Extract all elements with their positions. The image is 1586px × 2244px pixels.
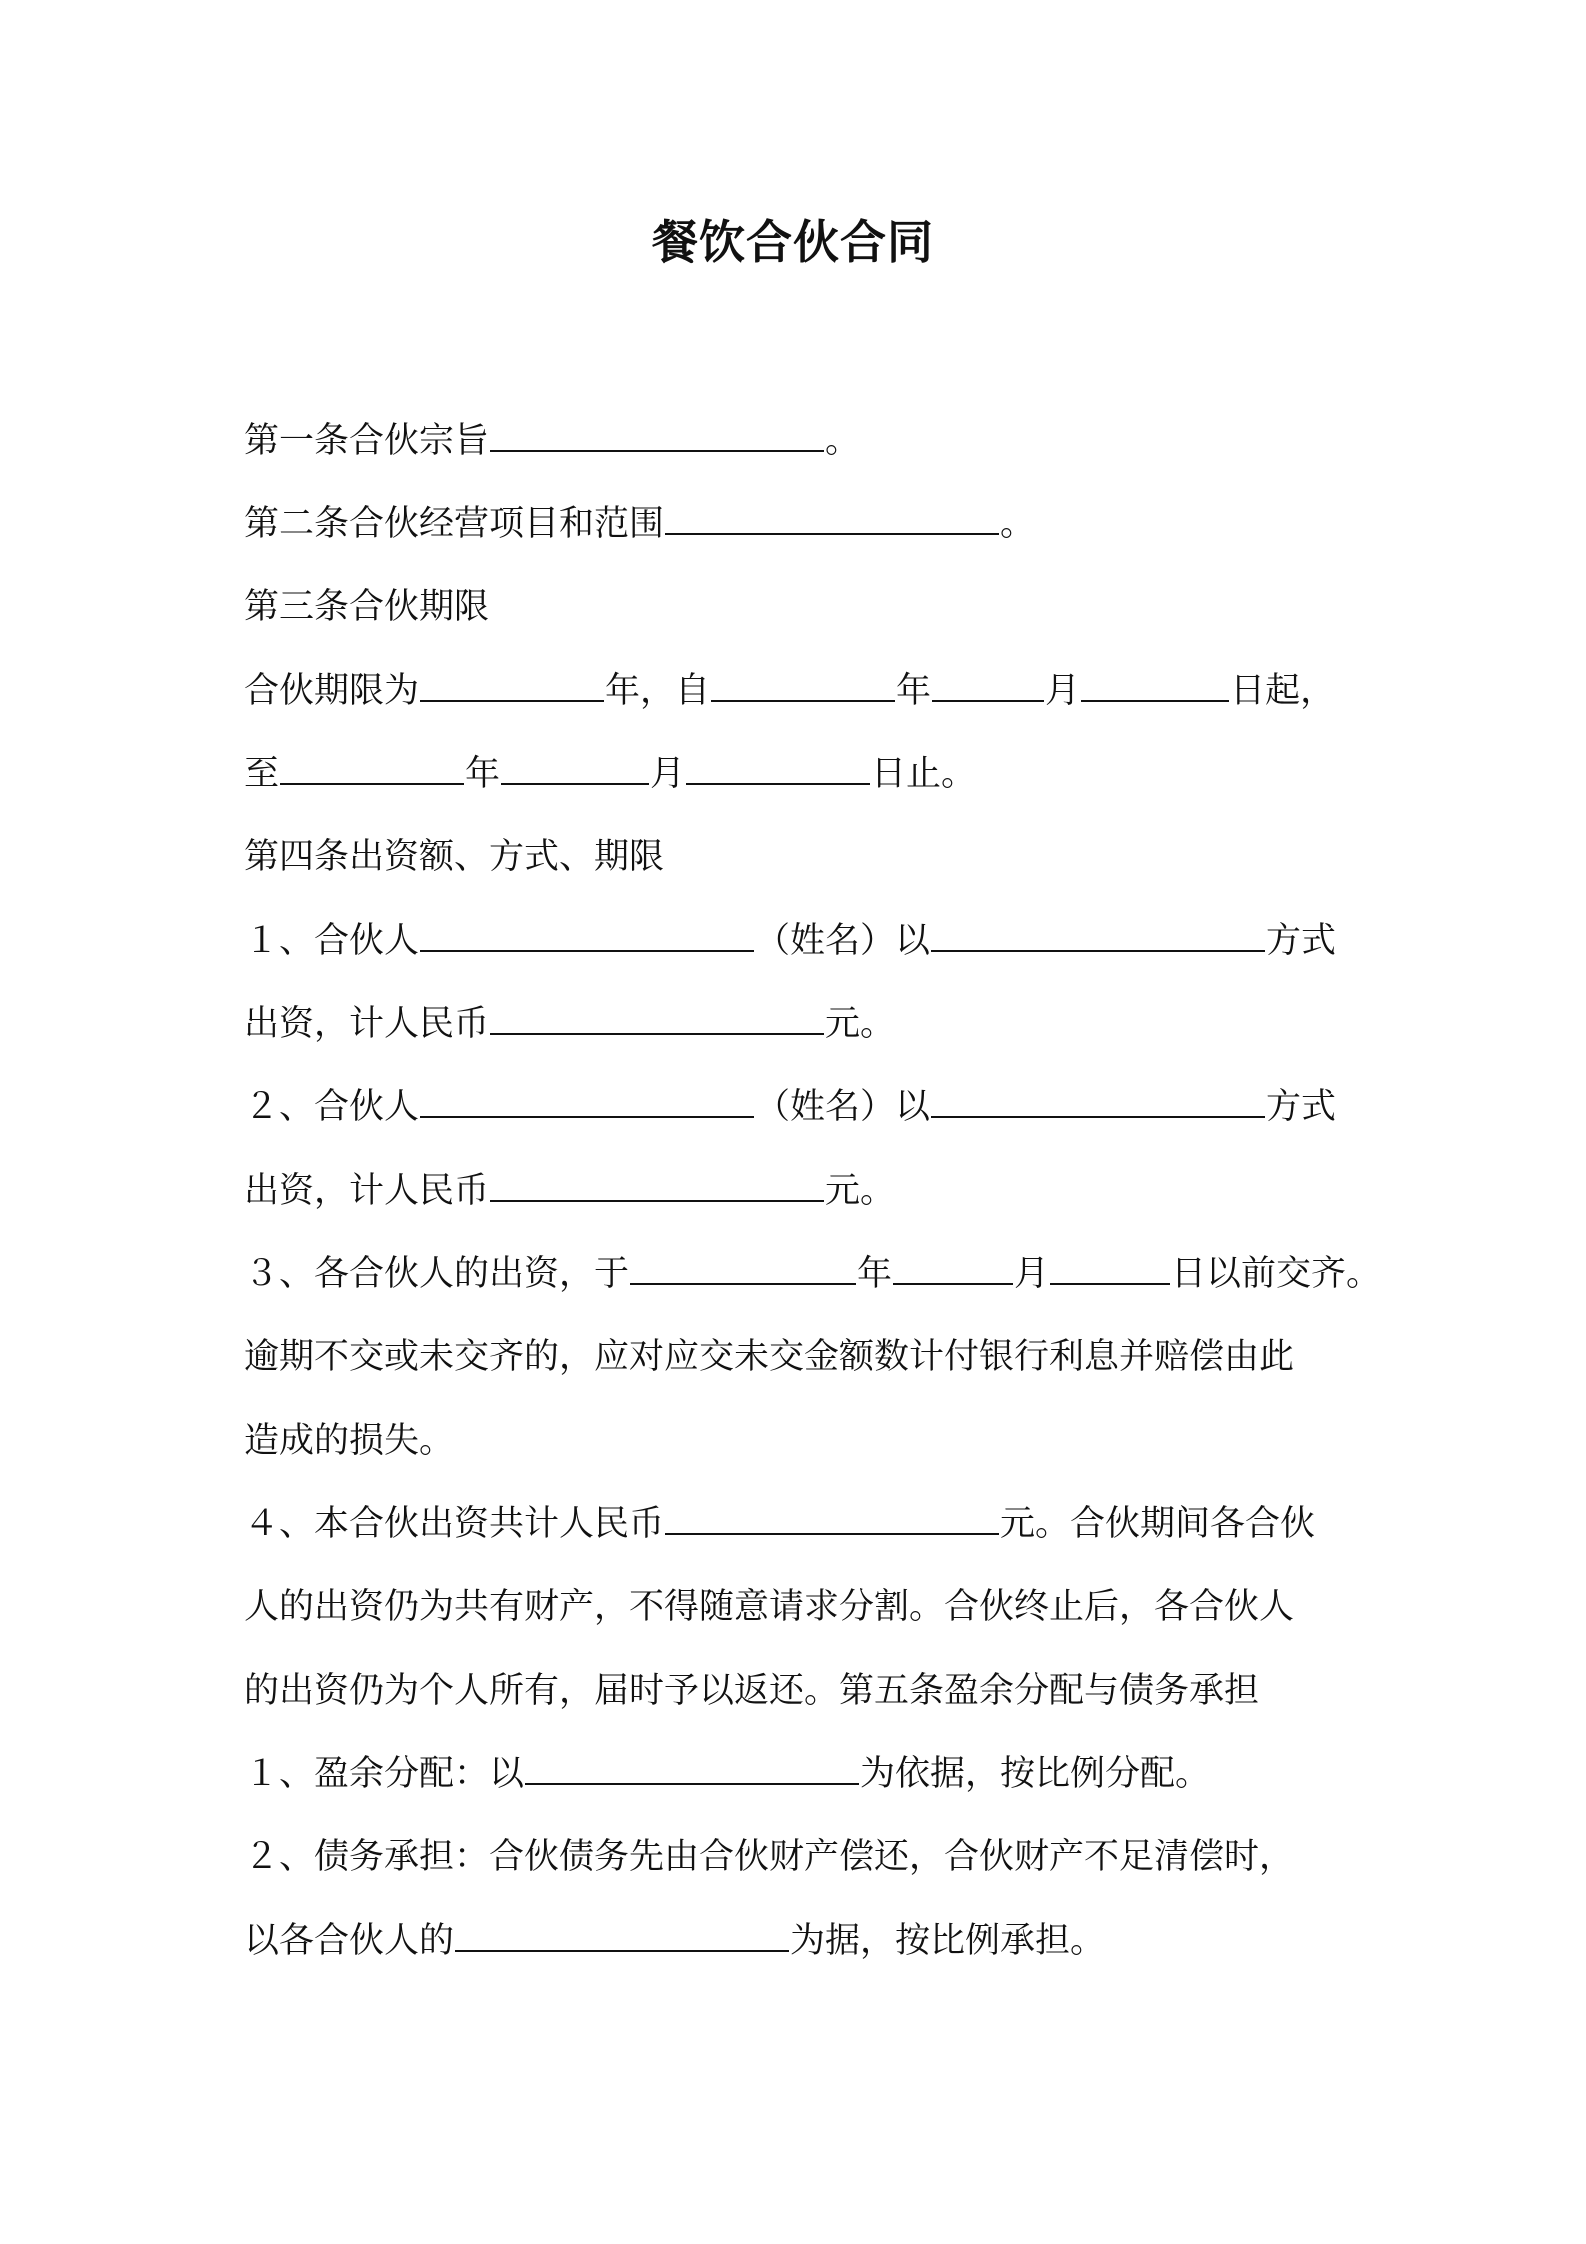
article-1-label: 第一条合伙宗旨 — [244, 421, 490, 461]
blank-partner-2-amount[interactable] — [490, 1166, 824, 1202]
text: １、盈余分配：以 — [244, 1754, 525, 1794]
text: 年 — [857, 1254, 893, 1294]
punct: 。 — [825, 421, 861, 461]
blank-purpose[interactable] — [490, 416, 824, 452]
article-2-label: 第二条合伙经营项目和范围 — [244, 504, 665, 544]
paragraph-text: 人的出资仍为共有财产，不得随意请求分割。合伙终止后，各合伙人 — [244, 1587, 1295, 1627]
blank-start-year[interactable] — [711, 666, 895, 702]
profit-distribution-line — [244, 1749, 1354, 1799]
term-line — [244, 666, 1354, 716]
text: 日起， — [1230, 671, 1336, 711]
text: 合伙期限为 — [244, 671, 420, 711]
paragraph-text: 逾期不交或未交齐的，应对应交未交金额数计付银行利息并赔偿由此 — [244, 1337, 1295, 1377]
blank-end-month[interactable] — [501, 749, 649, 785]
blank-partner-1-method[interactable] — [931, 916, 1265, 952]
blank-end-year[interactable] — [280, 749, 464, 785]
blank-partner-2-name[interactable] — [420, 1082, 754, 1118]
text: 月 — [1045, 671, 1081, 711]
text: 至 — [244, 754, 280, 794]
total-capital-line — [244, 1499, 1354, 1549]
partner-2-line — [244, 1082, 1354, 1132]
term-end-line — [244, 749, 1354, 799]
text: 元。 — [825, 1171, 896, 1211]
text: 出资，计人民币 — [244, 1171, 490, 1211]
text: 月 — [1014, 1254, 1050, 1294]
text: （姓名）以 — [755, 1087, 931, 1127]
text: 方式 — [1266, 1087, 1337, 1127]
punct: 。 — [1000, 504, 1036, 544]
text: ３、各合伙人的出资，于 — [244, 1254, 630, 1294]
paragraph-text: ２、债务承担：合伙债务先由合伙财产偿还，合伙财产不足清偿时， — [244, 1837, 1295, 1877]
text: 年 — [465, 754, 501, 794]
blank-start-month[interactable] — [932, 666, 1044, 702]
blank-start-day[interactable] — [1081, 666, 1229, 702]
blank-total-capital[interactable] — [665, 1499, 999, 1535]
partner-1-amount-line — [244, 999, 1354, 1049]
text: 方式 — [1266, 921, 1337, 961]
text: 月 — [650, 754, 686, 794]
article-4: 第四条出资额、方式、期限 — [244, 837, 665, 877]
text: ４、本合伙出资共计人民币 — [244, 1504, 665, 1544]
text: 以各合伙人的 — [244, 1921, 455, 1961]
debt-basis-line — [244, 1916, 1354, 1966]
text: １、合伙人 — [244, 921, 420, 961]
text: 元。 — [825, 1004, 896, 1044]
paragraph-text: 的出资仍为个人所有，届时予以返还。第五条盈余分配与债务承担 — [244, 1671, 1260, 1711]
blank-debt-basis[interactable] — [455, 1916, 789, 1952]
blank-partner-1-name[interactable] — [420, 916, 754, 952]
partner-1-line — [244, 916, 1354, 966]
blank-deadline-month[interactable] — [893, 1249, 1013, 1285]
text: 年 — [896, 671, 932, 711]
text: 元。合伙期间各合伙 — [1000, 1504, 1316, 1544]
document-title: 餐饮合伙合同 — [652, 215, 934, 269]
blank-end-day[interactable] — [686, 749, 870, 785]
text: 日以前交齐。 — [1171, 1254, 1382, 1294]
text: （姓名）以 — [755, 921, 931, 961]
article-3: 第三条合伙期限 — [244, 587, 490, 627]
blank-partner-1-amount[interactable] — [490, 999, 824, 1035]
text: 年，自 — [605, 671, 711, 711]
text: 出资，计人民币 — [244, 1004, 490, 1044]
text: 日止。 — [871, 754, 977, 794]
partner-2-amount-line — [244, 1166, 1354, 1216]
blank-profit-basis[interactable] — [525, 1749, 859, 1785]
blank-business-scope[interactable] — [665, 499, 999, 535]
blank-deadline-year[interactable] — [630, 1249, 856, 1285]
paragraph-text: 造成的损失。 — [244, 1421, 455, 1461]
deadline-line — [244, 1249, 1382, 1299]
blank-partner-2-method[interactable] — [931, 1082, 1265, 1118]
article-1 — [244, 416, 1354, 466]
text: ２、合伙人 — [244, 1087, 420, 1127]
article-2 — [244, 499, 1354, 549]
text: 为依据，按比例分配。 — [860, 1754, 1211, 1794]
blank-deadline-day[interactable] — [1050, 1249, 1170, 1285]
blank-term-years[interactable] — [420, 666, 604, 702]
text: 为据，按比例承担。 — [790, 1921, 1106, 1961]
